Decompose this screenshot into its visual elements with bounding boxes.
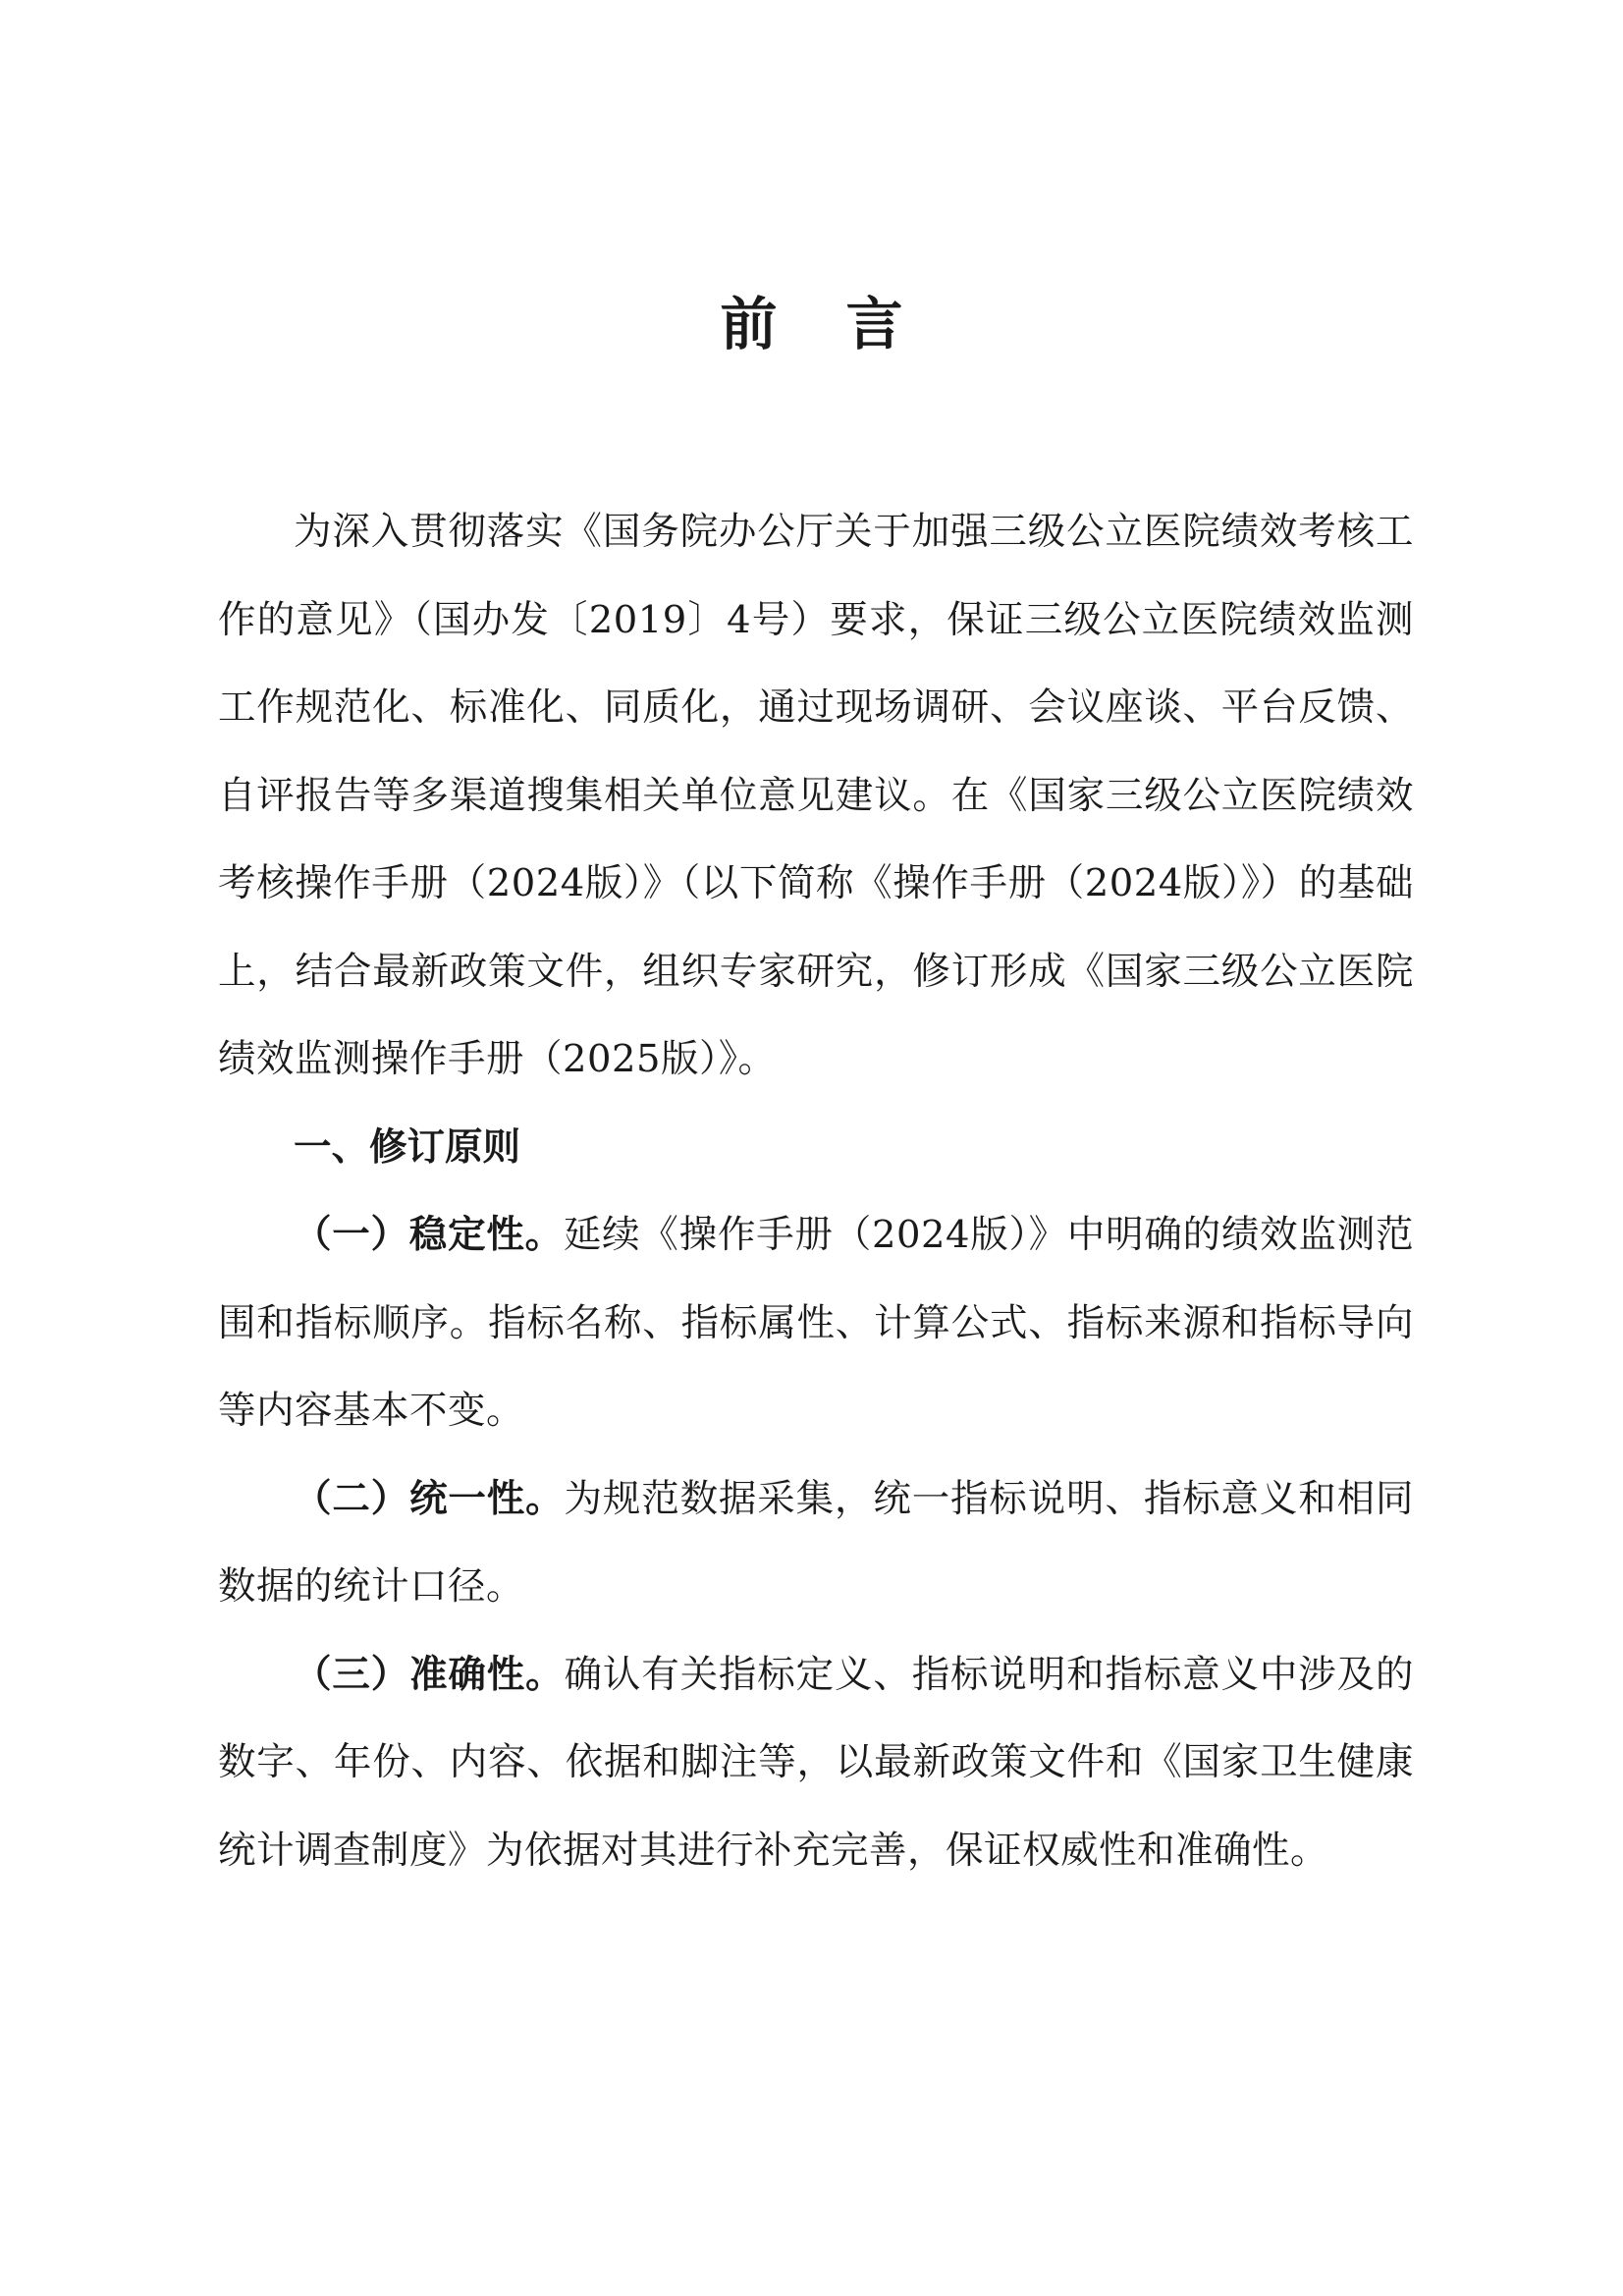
section-heading: 一、修订原则	[294, 1124, 521, 1170]
principle-lead: （一）稳定性。	[294, 1213, 564, 1257]
intro-paragraph: 为深入贯彻落实《国务院办公厅关于加强三级公立医院绩效考核工作的意见》（国办发〔2019〕4号）要求，保证三级公立医院绩效监测工作规范化、标准化、同质化，通过现场调研、会议座谈、平台反馈、自评报告等多渠道搜集相关单位意见建议。在《国家三级公立医院绩效考核操作手册（2024版）》（以下简称《操作手册（2024版）》）的基础上，结合最新政策文件，组织专家研究，修订形成《国家三级公立医院绩效监测操作手册（2025版）》。	[218, 510, 1414, 1081]
principle-paragraph	[218, 1191, 1414, 1455]
page-title	[0, 285, 1623, 363]
title-char-1: 前	[720, 291, 778, 357]
principle-paragraph	[218, 1455, 1414, 1631]
principle-paragraph	[218, 1631, 1414, 1895]
principle-body: 延续《操作手册（2024版）》中明确的绩效监测范围和指标顺序。指标名称、指标属性、计算公式、指标来源和指标导向等内容基本不变。	[218, 1213, 1414, 1433]
principle-lead: （二）统一性。	[294, 1476, 565, 1521]
title-char-2: 言	[845, 291, 903, 357]
document-body	[218, 488, 1414, 1894]
principle-lead: （三）准确性。	[294, 1652, 565, 1697]
principle-body: 为规范数据采集，统一指标说明、指标意义和相同数据的统计口径。	[218, 1476, 1414, 1609]
principle-body: 确认有关指标定义、指标说明和指标意义中涉及的数字、年份、内容、依据和脚注等，以最新政策文件和《国家卫生健康统计调查制度》为依据对其进行补充完善，保证权威性和准确性。	[218, 1652, 1414, 1873]
